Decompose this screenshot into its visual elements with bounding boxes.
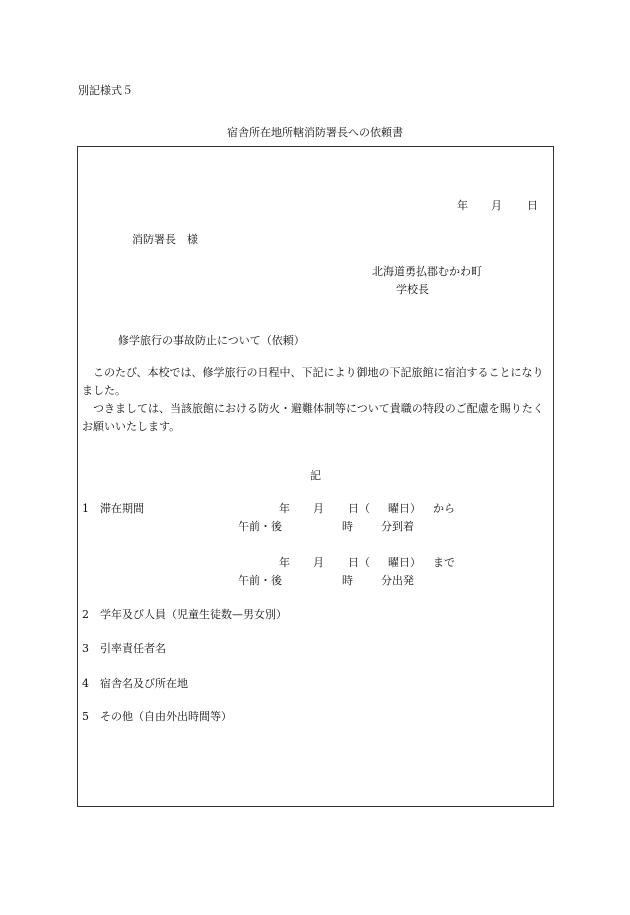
from-month: 月: [313, 502, 324, 515]
date-year: 年: [457, 199, 468, 212]
from-year: 年: [279, 502, 290, 515]
from-weekday: 曜日）: [388, 502, 421, 515]
item-label: 学年及び人員（児童生徒数—男女別）: [100, 608, 287, 621]
to-weekday: 曜日）: [388, 556, 421, 569]
from-suffix: から: [433, 502, 455, 515]
to-day: 日（: [348, 556, 370, 569]
subject-line: 修学旅行の事故防止について（依頼）: [118, 334, 305, 347]
document-title: 宿舎所在地所轄消防署長への依頼書: [227, 126, 403, 139]
item-number: 2: [82, 608, 89, 621]
to-ampm: 午前・後: [238, 574, 282, 587]
ki-heading: 記: [310, 469, 321, 482]
from-minute: 分到着: [381, 520, 414, 533]
sender-title: 学校長: [396, 283, 429, 296]
item-number: 4: [82, 677, 89, 690]
to-suffix: まで: [433, 556, 455, 569]
item-label: 引率責任者名: [100, 642, 166, 655]
body-paragraph-2: つきましては、当該旅館における防火・避難体制等について貴職の特段のご配慮を賜りたくお願いいたします。: [82, 402, 544, 433]
item-number: 3: [82, 642, 89, 655]
item-number: 5: [82, 710, 89, 723]
date-month: 月: [491, 199, 502, 212]
from-ampm: 午前・後: [238, 520, 282, 533]
item-label: 宿舎名及び所在地: [100, 677, 188, 690]
from-day: 日（: [348, 502, 370, 515]
body-paragraph-1: このたび、本校では、修学旅行の日程中、下記により御地の下記旅館に宿泊することになりました。: [82, 366, 544, 397]
item-label: その他（自由外出時間等）: [100, 710, 232, 723]
to-year: 年: [279, 556, 290, 569]
form-label: 別記様式５: [78, 84, 133, 97]
item-number: 1: [82, 502, 89, 515]
from-hour: 時: [342, 520, 353, 533]
to-month: 月: [313, 556, 324, 569]
item-label: 滞在期間: [100, 502, 144, 515]
to-hour: 時: [342, 574, 353, 587]
to-minute: 分出発: [381, 574, 414, 587]
sender-school: 北海道勇払郡むかわ町: [372, 265, 482, 278]
addressee: 消防署長 様: [132, 233, 198, 246]
date-day: 日: [527, 199, 538, 212]
